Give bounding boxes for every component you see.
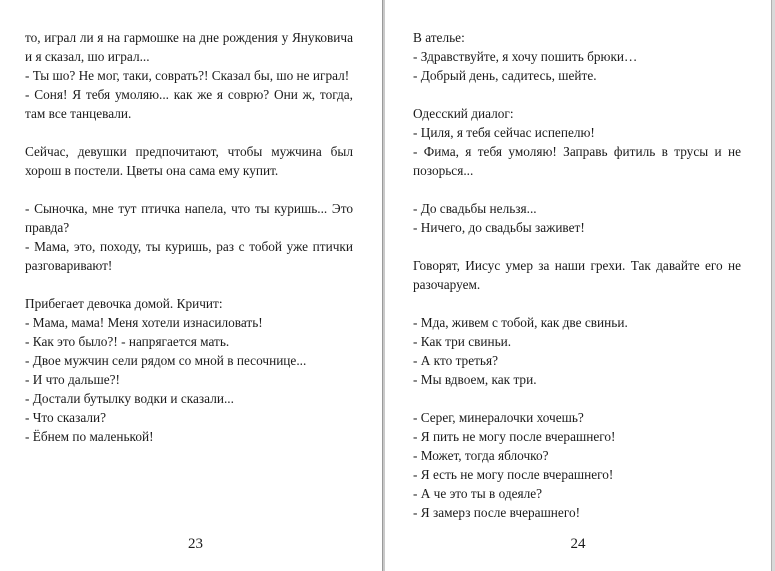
text-line: - Может, тогда яблочко? bbox=[413, 448, 549, 463]
text-line: - Я есть не могу после вчерашнего! bbox=[413, 467, 614, 482]
text-line: - Ты шо? Не мог, таки, соврать?! Сказал бы, шо не играл! bbox=[25, 68, 350, 83]
text-line: - Я замерз после вчерашнего! bbox=[413, 505, 581, 520]
text-line: - Что сказали? bbox=[25, 410, 106, 425]
text-line: - А че это ты в одеяле? bbox=[413, 486, 543, 501]
paragraph-gap bbox=[413, 180, 741, 199]
paragraph-gap bbox=[25, 180, 353, 199]
text-line: - Серег, минералочки хочешь? bbox=[413, 410, 584, 425]
paragraph-gap bbox=[413, 294, 741, 313]
text-line: Прибегает девочка домой. Кричит: bbox=[25, 296, 223, 311]
text-line: Сейчас, девушки предпочитают, чтобы мужчина был хорош в постели. Цветы она сама ему купит. bbox=[25, 144, 353, 178]
paragraph-gap bbox=[413, 237, 741, 256]
right-page-number: 24 bbox=[570, 536, 586, 552]
text-line: - А кто третья? bbox=[413, 353, 498, 368]
left-page-text bbox=[25, 28, 353, 446]
right-page-text bbox=[413, 28, 741, 522]
text-line: - Ёбнем по маленькой! bbox=[25, 429, 154, 444]
text-line: - Достали бутылку водки и сказали... bbox=[25, 391, 234, 406]
text-line: - Мама, мама! Меня хотели изнасиловать! bbox=[25, 315, 263, 330]
left-page-number: 23 bbox=[188, 536, 203, 552]
paragraph-gap bbox=[25, 275, 353, 294]
text-line: Говорят, Иисус умер за наши грехи. Так давайте его не разочаруем. bbox=[413, 258, 741, 292]
text-line: - Фима, я тебя умоляю! Заправь фитиль в трусы и не позорься... bbox=[413, 144, 741, 178]
text-line: - Мы вдвоем, как три. bbox=[413, 372, 537, 387]
paragraph-gap bbox=[413, 389, 741, 408]
text-line: то, играл ли я на гармошке на дне рождения у Януковича и я сказал, шо играл... bbox=[25, 30, 353, 64]
text-line: - Как три свиньи. bbox=[413, 334, 512, 349]
page-edge bbox=[771, 0, 775, 571]
text-line: - Двое мужчин сели рядом со мной в песочнице... bbox=[25, 353, 307, 368]
text-line: - До свадьбы нельзя... bbox=[413, 201, 537, 216]
text-line: - Здравствуйте, я хочу пошить брюки… bbox=[413, 49, 638, 64]
text-line: - Соня! Я тебя умоляю... как же я соврю? Они ж, тогда, там все танцевали. bbox=[25, 87, 353, 121]
text-line: - Ничего, до свадьбы заживет! bbox=[413, 220, 585, 235]
paragraph-gap bbox=[25, 123, 353, 142]
text-line: - Сыночка, мне тут птичка напела, что ты куришь... Это правда? bbox=[25, 201, 353, 235]
left-page bbox=[0, 0, 383, 571]
text-line: - Мама, это, походу, ты куришь, раз с тобой уже птички разговаривают! bbox=[25, 239, 353, 273]
text-line: Одесский диалог: bbox=[413, 106, 514, 121]
text-line: В ателье: bbox=[413, 30, 465, 45]
text-line: - Мда, живем с тобой, как две свиньи. bbox=[413, 315, 628, 330]
text-line: - Циля, я тебя сейчас испепелю! bbox=[413, 125, 595, 140]
right-page bbox=[385, 0, 775, 571]
text-line: - Я пить не могу после вчерашнего! bbox=[413, 429, 616, 444]
text-line: - И что дальше?! bbox=[25, 372, 120, 387]
text-line: - Как это было?! - напрягается мать. bbox=[25, 334, 230, 349]
paragraph-gap bbox=[413, 85, 741, 104]
text-line: - Добрый день, садитесь, шейте. bbox=[413, 68, 597, 83]
